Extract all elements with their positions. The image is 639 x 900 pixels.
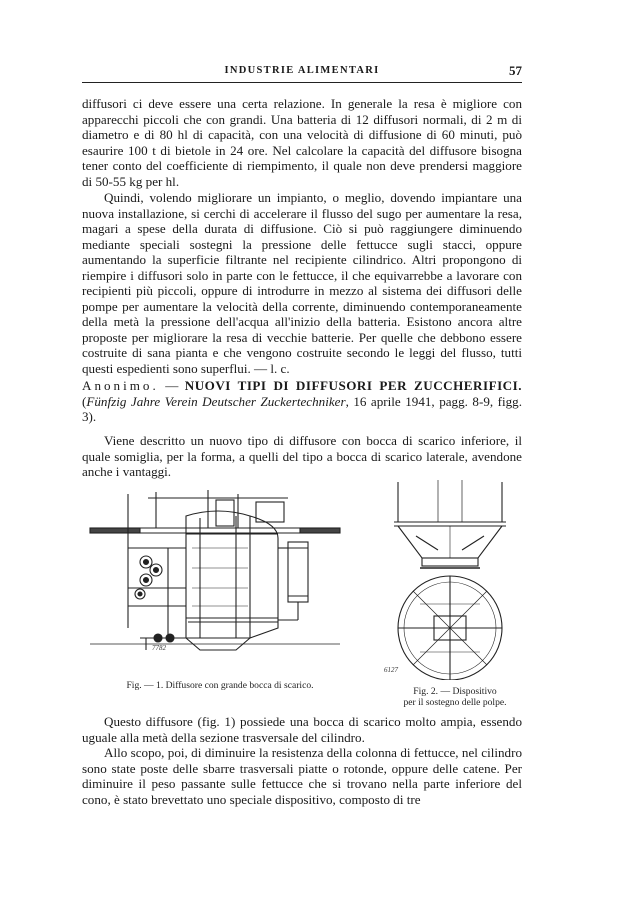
paragraph-1: diffusori ci deve essere una certa relazione. In generale la resa è migliore con apparecchi piccoli che con grandi. Una batteria di 12 diffusori normali, di 2 m di diametro e di 80 hl di capacità, con una velocità di diffusione di 60 minuti, può esaurire 100 t di bietole in 24 ore. Nel calcolare la capacità del diffusore bisogna tener conto del coefficiente di riempimento, il quale non deve prendersi maggiore di 50-55 kg per hl.	[82, 96, 522, 189]
figure-1-diffuser	[88, 488, 342, 660]
reference-dash: —	[158, 378, 185, 393]
reference-details: , 16 aprile 1941, pagg. 8-9, figg. 3).	[82, 393, 523, 425]
paragraph-5: Allo scopo, poi, di diminuire la resistenza della colonna di fettucce, nel cilindro sono state poste delle sbarre trasversali piatte o rotonde, oppure delle catene. Per diminuire il peso passante sulle fettucce che si trovano nella parte inferiore del cono, è stato brevettato uno speciale dispositivo, composto di tre	[82, 745, 522, 807]
figure-2-plate-number: 6127	[384, 666, 398, 674]
support-device-drawing	[380, 480, 520, 680]
figure-2-caption-line-1: Fig. 2. — Dispositivo	[413, 686, 497, 697]
paragraph-4: Questo diffusore (fig. 1) possiede una bocca di scarico molto ampia, essendo uguale alla metà della sezione trasversale del cilindro.	[82, 714, 522, 745]
reference-paren: (	[82, 393, 87, 409]
reference-entry	[82, 378, 522, 425]
paragraph-3: Viene descritto un nuovo tipo di diffusore con bocca di scarico inferiore, il quale somiglia, per la forma, a quelli del tipo a bocca di scarico laterale, avendone anche i vantaggi.	[82, 433, 522, 480]
figure-2-support-device	[380, 480, 520, 680]
figure-2-caption	[380, 686, 530, 708]
reference-author: Anonimo.	[82, 378, 159, 393]
figure-2-caption-line-2: per il sostegno delle polpe.	[403, 697, 507, 708]
running-title: INDUSTRIE ALIMENTARI	[224, 65, 380, 76]
paragraph-2: Quindi, volendo migliorare un impianto, o meglio, dovendo impiantare una nuova installazione, si cerchi di accelerare il flusso del sugo per aumentare la resa, magari a spese della durata di diffusione. Ciò si può raggiungere diminuendo mediante speciali sostegni la pressione delle fettucce sugli stacci, oppure aumentando la superficie filtrante nel recipiente cilindrico. Altri propongono di riempire i diffusori solo in parte con le fettucce, il che equivarrebbe a lavorare con recipienti più piccoli, oppure di introdurre in mezzo al sistema dei diffusori delle pompe per aumentare la velocità della corrente, diminuendo contemporaneamente della metà la pressione dell'acqua all'inizio della batteria. Esistono ancora altre proposte per migliorare la resa di vecchie batterie. Per quelle che debbono essere costruite di sana pianta e che vengono costruite secondo le leggi del flusso, tutti questi espedienti sono superflui. — l. c.	[82, 190, 522, 377]
running-head	[82, 64, 522, 83]
diffuser-drawing	[88, 488, 342, 660]
reference-title: NUOVI TIPI DI DIFFUSORI PER ZUCCHERIFICI.	[184, 378, 523, 393]
page-number: 57	[509, 63, 522, 78]
reference-source: Fünfzig Jahre Verein Deutscher Zuckertechniker	[86, 393, 346, 409]
figure-1-plate-number: 7782	[152, 644, 166, 652]
figure-1-caption: Fig. — 1. Diffusore con grande bocca di scarico.	[126, 680, 314, 691]
